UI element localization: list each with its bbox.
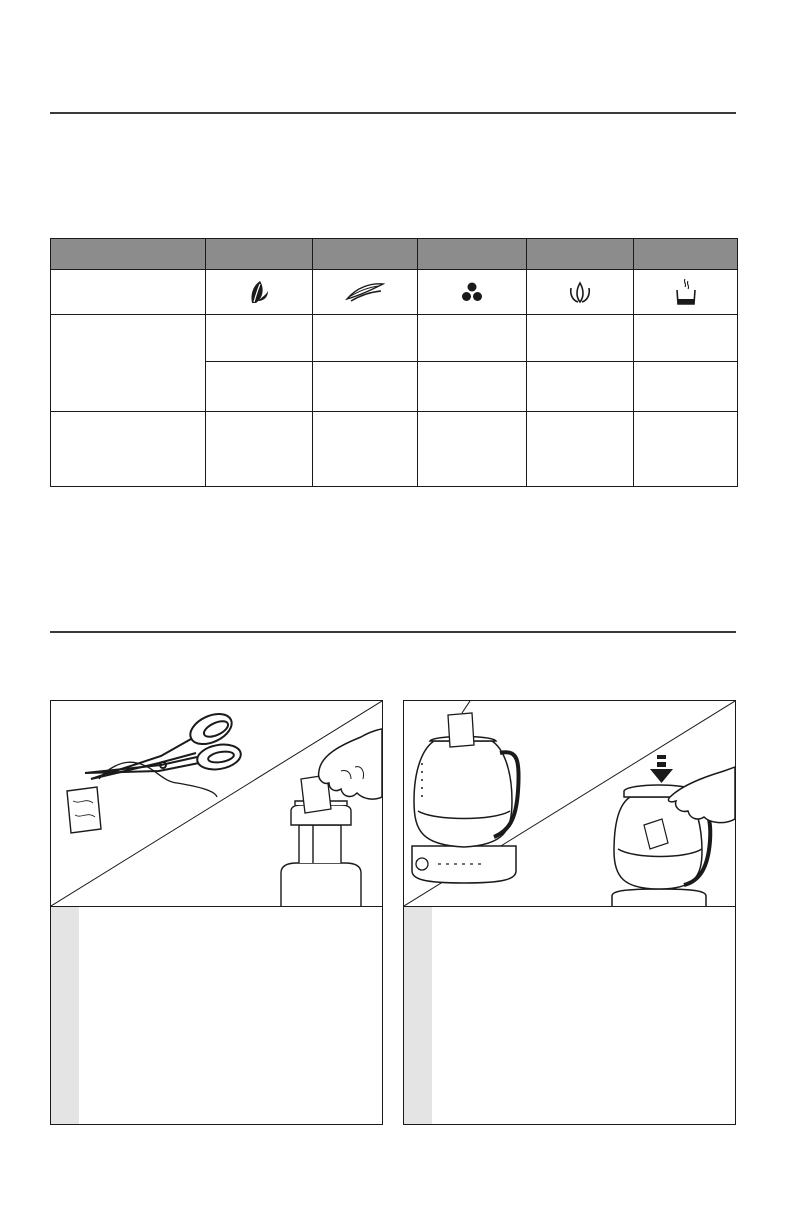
- table-row: [51, 412, 738, 487]
- header-cell: [206, 239, 313, 270]
- row-label-cell: [51, 412, 206, 487]
- header-cell: [634, 239, 738, 270]
- tea-leaf-icon: [248, 279, 270, 305]
- table-cell: [634, 362, 738, 412]
- table-cell: [418, 362, 527, 412]
- steam-leaf-icon: [567, 280, 593, 304]
- tea-type-cell: [634, 270, 738, 315]
- section-divider-middle: [50, 631, 736, 633]
- tea-type-cell: [313, 270, 418, 315]
- step-number-bar: [404, 907, 432, 1125]
- hot-cup-icon: [674, 277, 698, 307]
- instruction-panel-insert-infuser: [403, 700, 736, 1125]
- tea-type-cell: [527, 270, 634, 315]
- table-cell: [206, 412, 313, 487]
- table-cell: [313, 362, 418, 412]
- table-cell: [527, 412, 634, 487]
- panel-divider: [404, 906, 735, 907]
- scissors-icon: [85, 708, 243, 779]
- table-cell: [418, 315, 527, 362]
- tea-brewing-table: [50, 238, 738, 487]
- push-down-arrow-icon: [650, 755, 673, 783]
- table-cell: [418, 412, 527, 487]
- instruction-panel-cut-bag: [50, 700, 383, 1125]
- tea-bag-string: [99, 762, 217, 797]
- table-cell: [206, 315, 313, 362]
- header-cell: [418, 239, 527, 270]
- tea-type-cell: [206, 270, 313, 315]
- infuser-icon: [281, 801, 361, 906]
- row-label-cell: [51, 315, 206, 412]
- step-number-bar: [51, 907, 79, 1125]
- header-cell: [527, 239, 634, 270]
- panel-divider: [51, 906, 382, 907]
- header-cell: [51, 239, 206, 270]
- tea-type-icon-row: [51, 270, 738, 315]
- tea-type-cell: [418, 270, 527, 315]
- tea-ball-icon: [461, 281, 483, 303]
- header-cell: [313, 239, 418, 270]
- row-label-cell: [51, 270, 206, 315]
- table-cell: [634, 315, 738, 362]
- table-header-row: [51, 239, 738, 270]
- kettle-infuser-illustration: [404, 701, 735, 906]
- table-cell: [206, 362, 313, 412]
- kettle-icon: [412, 737, 519, 884]
- table-cell: [313, 315, 418, 362]
- table-cell: [527, 315, 634, 362]
- cut-tea-bag-illustration: [51, 701, 382, 906]
- table-cell: [527, 362, 634, 412]
- table-cell: [313, 412, 418, 487]
- section-divider-top: [50, 112, 736, 114]
- tea-bag-icon: [67, 787, 101, 833]
- table-cell: [634, 412, 738, 487]
- table-row: [51, 315, 738, 362]
- long-leaf-icon: [345, 281, 385, 303]
